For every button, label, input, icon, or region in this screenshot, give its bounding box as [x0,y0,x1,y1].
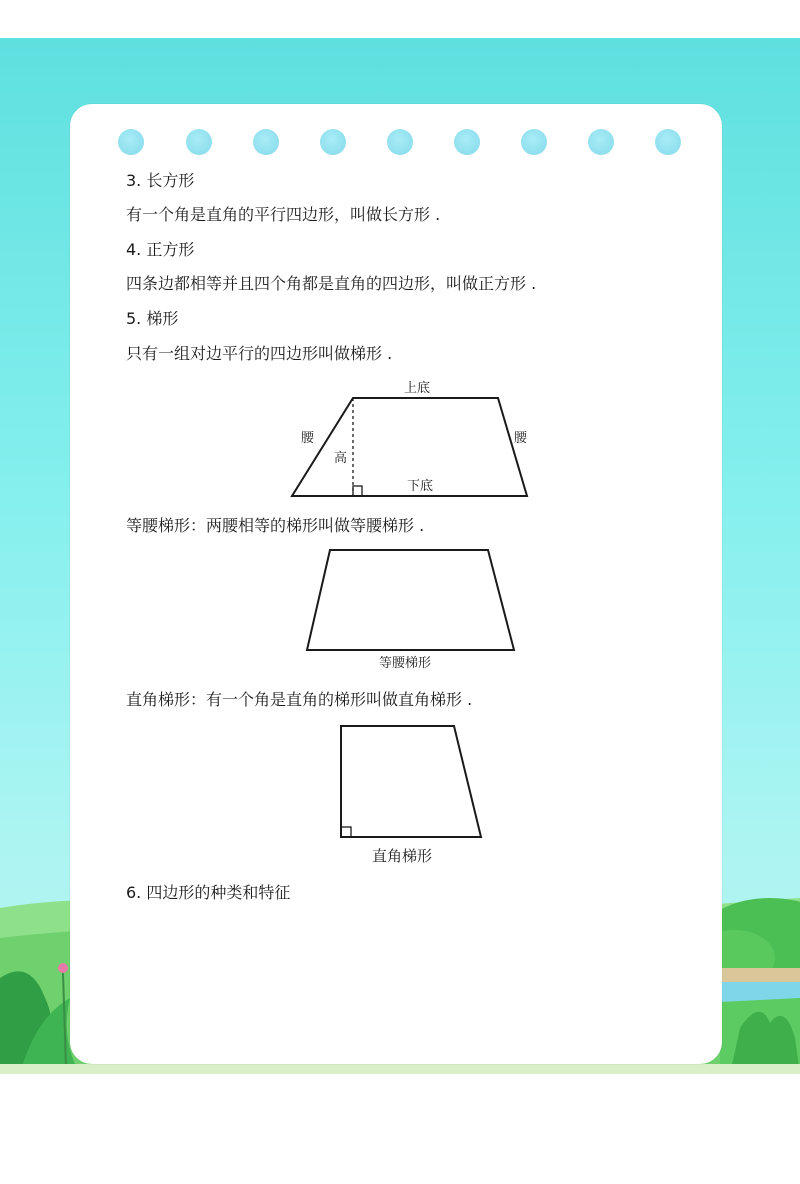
bottom-base-label: 下底 [407,479,434,494]
isosceles-definition: 等腰梯形：两腰相等的梯形叫做等腰梯形 . [126,516,425,535]
right-angle-mark [341,827,351,837]
left-leg-label: 腰 [301,431,315,446]
right-trapezoid-shape [341,726,481,837]
rectangle-definition: 有一个角是直角的平行四边形，叫做长方形 . [126,205,441,224]
trapezoid-heading: 5. 梯形 [126,309,179,328]
right-leg-label: 腰 [514,431,528,446]
height-label: 高 [334,451,348,466]
rectangle-heading: 3. 长方形 [126,171,195,190]
right-trapezoid-caption: 直角梯形 [372,847,433,865]
quadrilateral-heading: 6. 四边形的种类和特征 [126,883,291,902]
square-definition: 四条边都相等并且四个角都是直角的四边形，叫做正方形 . [126,274,537,293]
isosceles-trapezoid-diagram [300,544,524,672]
isosceles-trapezoid-shape [307,550,514,650]
isosceles-caption: 等腰梯形 [379,656,432,671]
right-trapezoid-diagram [334,720,490,866]
top-base-label: 上底 [404,381,431,396]
square-heading: 4. 正方形 [126,240,195,259]
trapezoid-diagram [280,372,540,504]
trapezoid-definition: 只有一组对边平行的四边形叫做梯形 . [126,344,393,363]
right-angle-mark [353,486,362,496]
right-trapezoid-definition: 直角梯形：有一个角是直角的梯形叫做直角梯形 . [126,690,473,709]
